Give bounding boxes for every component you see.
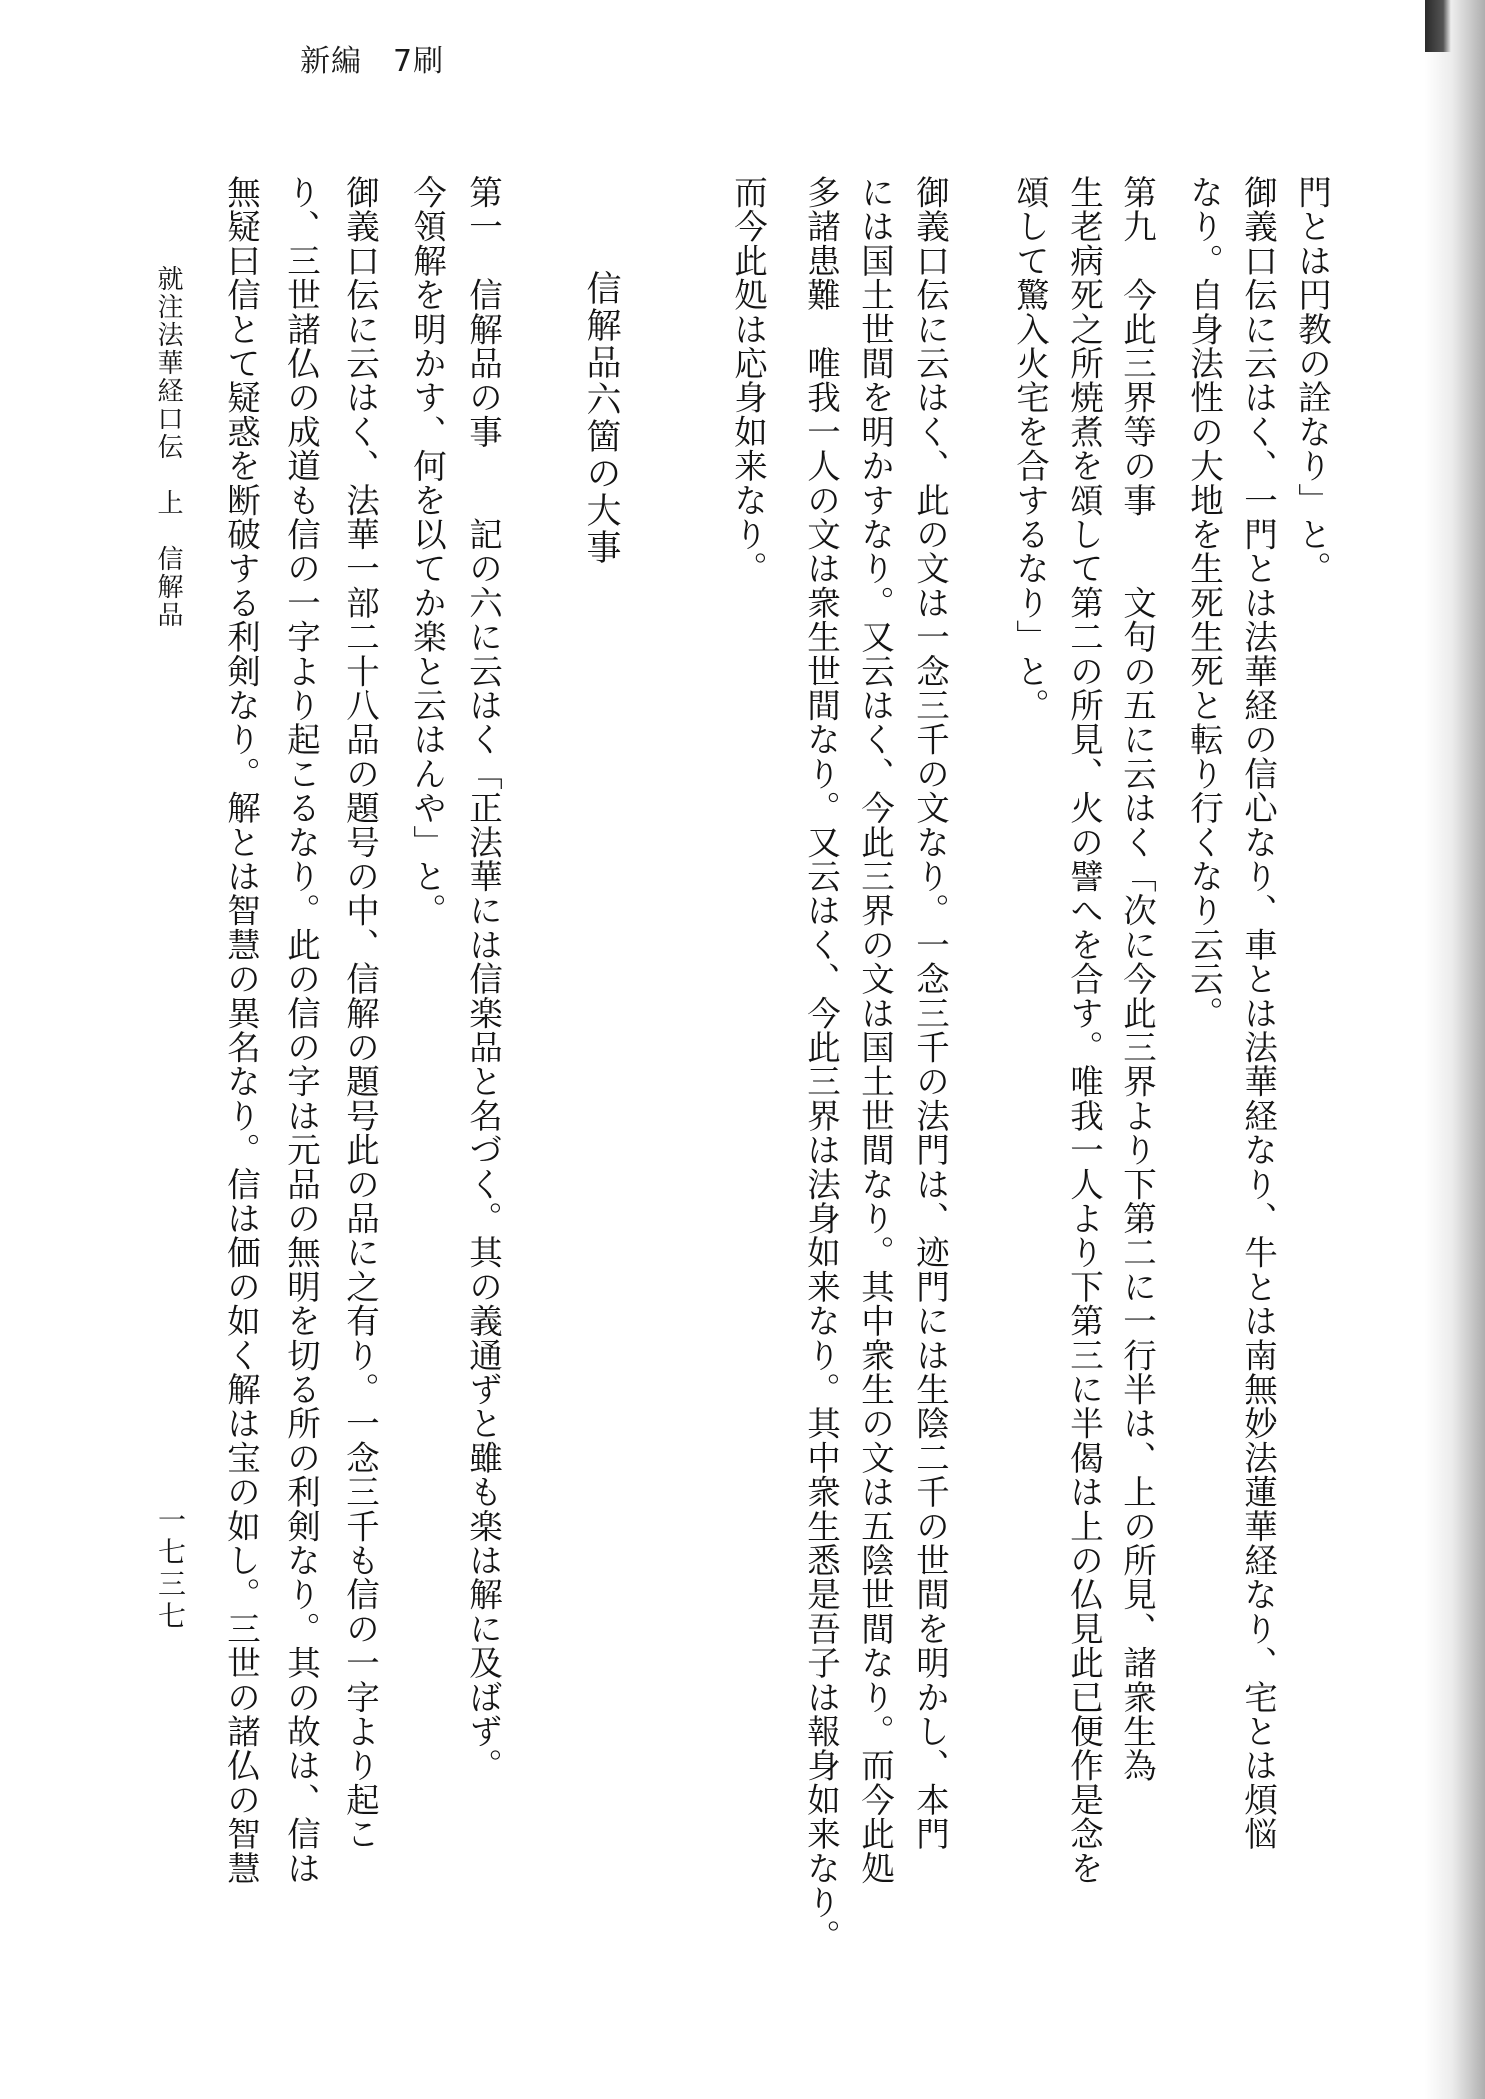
- text-column-8: には国土世間を明かすなり。又云はく、今此三界の文は国土世間なり。其中衆生の文は五陰世間なり。而今此処: [855, 175, 895, 1885]
- text-column-3: なり。自身法性の大地を生死生死と転り行くなり云云。: [1184, 175, 1224, 1030]
- section-heading-9: 第九 今此三界等の事 文句の五に云はく「次に今此三界より下第二に一行半は、上の所見、諸衆生為: [1117, 175, 1157, 1783]
- chapter-title: 信解品六箇の大事: [581, 270, 621, 566]
- page-number: 一七三七: [154, 1505, 187, 1633]
- text-column-2: 御義口伝に云はく、一門とは法華経の信心なり、車とは法華経なり、牛とは南無妙法蓮華経なり、宅とは煩悩: [1238, 175, 1278, 1851]
- running-title: 就注法華経口伝 上 信解品: [153, 265, 183, 629]
- text-column-10: 而今此処は応身如来なり。: [728, 175, 768, 586]
- text-column-17: り、三世諸仏の成道も信の一字より起こるなり。此の信の字は元品の無明を切る所の利剣なり。其の故は、信は: [281, 175, 321, 1885]
- text-column-9: 多諸患難 唯我一人の文は衆生世間なり。又云はく、今此三界は法身如来なり。其中衆生悉是吾子は報身如来なり。: [801, 175, 841, 1954]
- text-column-5: 生老病死之所焼煮を頌して第二の所見、火の譬へを合す。唯我一人より下第三に半偈は上の仏見此已便作是念を: [1064, 175, 1104, 1885]
- section-heading-1: 第一 信解品の事 記の六に云はく「正法華には信楽品と名づく。其の義通ずと雖も楽は解に及ばず。: [463, 175, 503, 1783]
- text-column-6: 頌して驚入火宅を合するなり」と。: [1010, 175, 1050, 723]
- text-column-18: 無疑曰信とて疑惑を断破する利剣なり。解とは智慧の異名なり。信は価の如く解は宝の如し。三世の諸仏の智慧: [221, 175, 261, 1885]
- text-column-1: 門とは円教の詮なり」と。: [1292, 175, 1332, 586]
- text-column-16: 御義口伝に云はく、法華一部二十八品の題号の中、信解の題号此の品に之有り。一念三千も信の一字より起こ: [340, 175, 380, 1851]
- page-header: 新編 7刷: [300, 44, 445, 79]
- text-column-15: 今領解を明かす、何を以てか楽と云はんや」と。: [407, 175, 447, 928]
- text-column-7: 御義口伝に云はく、此の文は一念三千の文なり。一念三千の法門は、迹門には生陰二千の世間を明かし、本門: [910, 175, 950, 1851]
- scan-edge-mark: [1425, 0, 1451, 52]
- scan-edge-shadow: [1425, 0, 1485, 2099]
